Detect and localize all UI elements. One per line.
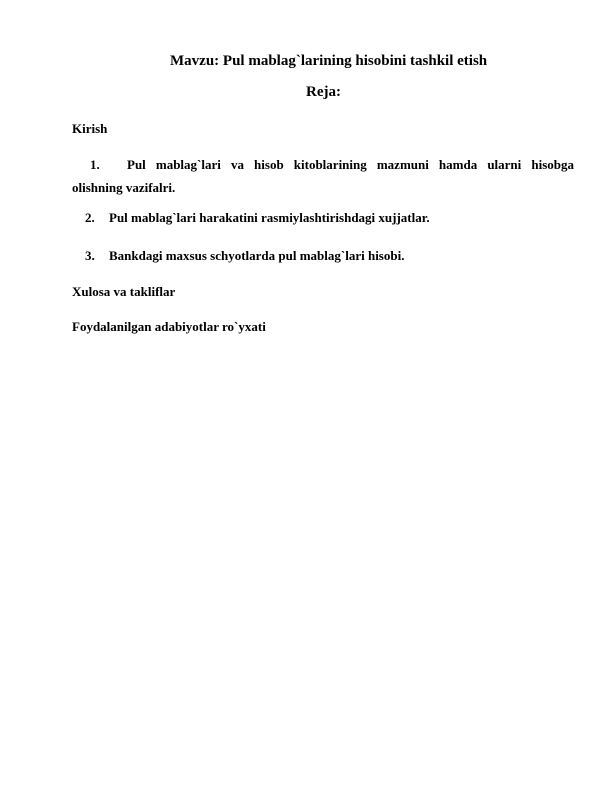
plan-item-2 xyxy=(85,210,430,226)
plan-item-3-text: Bankdagi maxsus schyotlarda pul mablag`lari hisobi. xyxy=(109,248,405,263)
plan-item-2-number: 2. xyxy=(85,210,95,225)
intro-item: Kirish xyxy=(72,121,108,136)
plan-item-2-text: Pul mablag`lari harakatini rasmiylashtirishdagi xujjatlar. xyxy=(109,210,430,225)
plan-item-1 xyxy=(72,154,574,176)
plan-heading: Reja: xyxy=(306,84,341,100)
plan-item-1-number: 1. xyxy=(90,157,100,172)
conclusion-item: Xulosa va takliflar xyxy=(72,284,176,299)
plan-item-3 xyxy=(85,248,404,264)
references-item: Foydalanilgan adabiyotlar ro`yxati xyxy=(72,319,266,334)
plan-item-1-text-line1: Pul mablag`lari va hisob kitoblarining mazmuni hamda ularni hisobga xyxy=(127,157,574,172)
plan-item-1-text-line2: olishning vazifalri. xyxy=(72,180,176,195)
page-title: Mavzu: Pul mablag`larining hisobini tashkil etish xyxy=(170,53,488,69)
plan-item-3-number: 3. xyxy=(85,248,95,263)
